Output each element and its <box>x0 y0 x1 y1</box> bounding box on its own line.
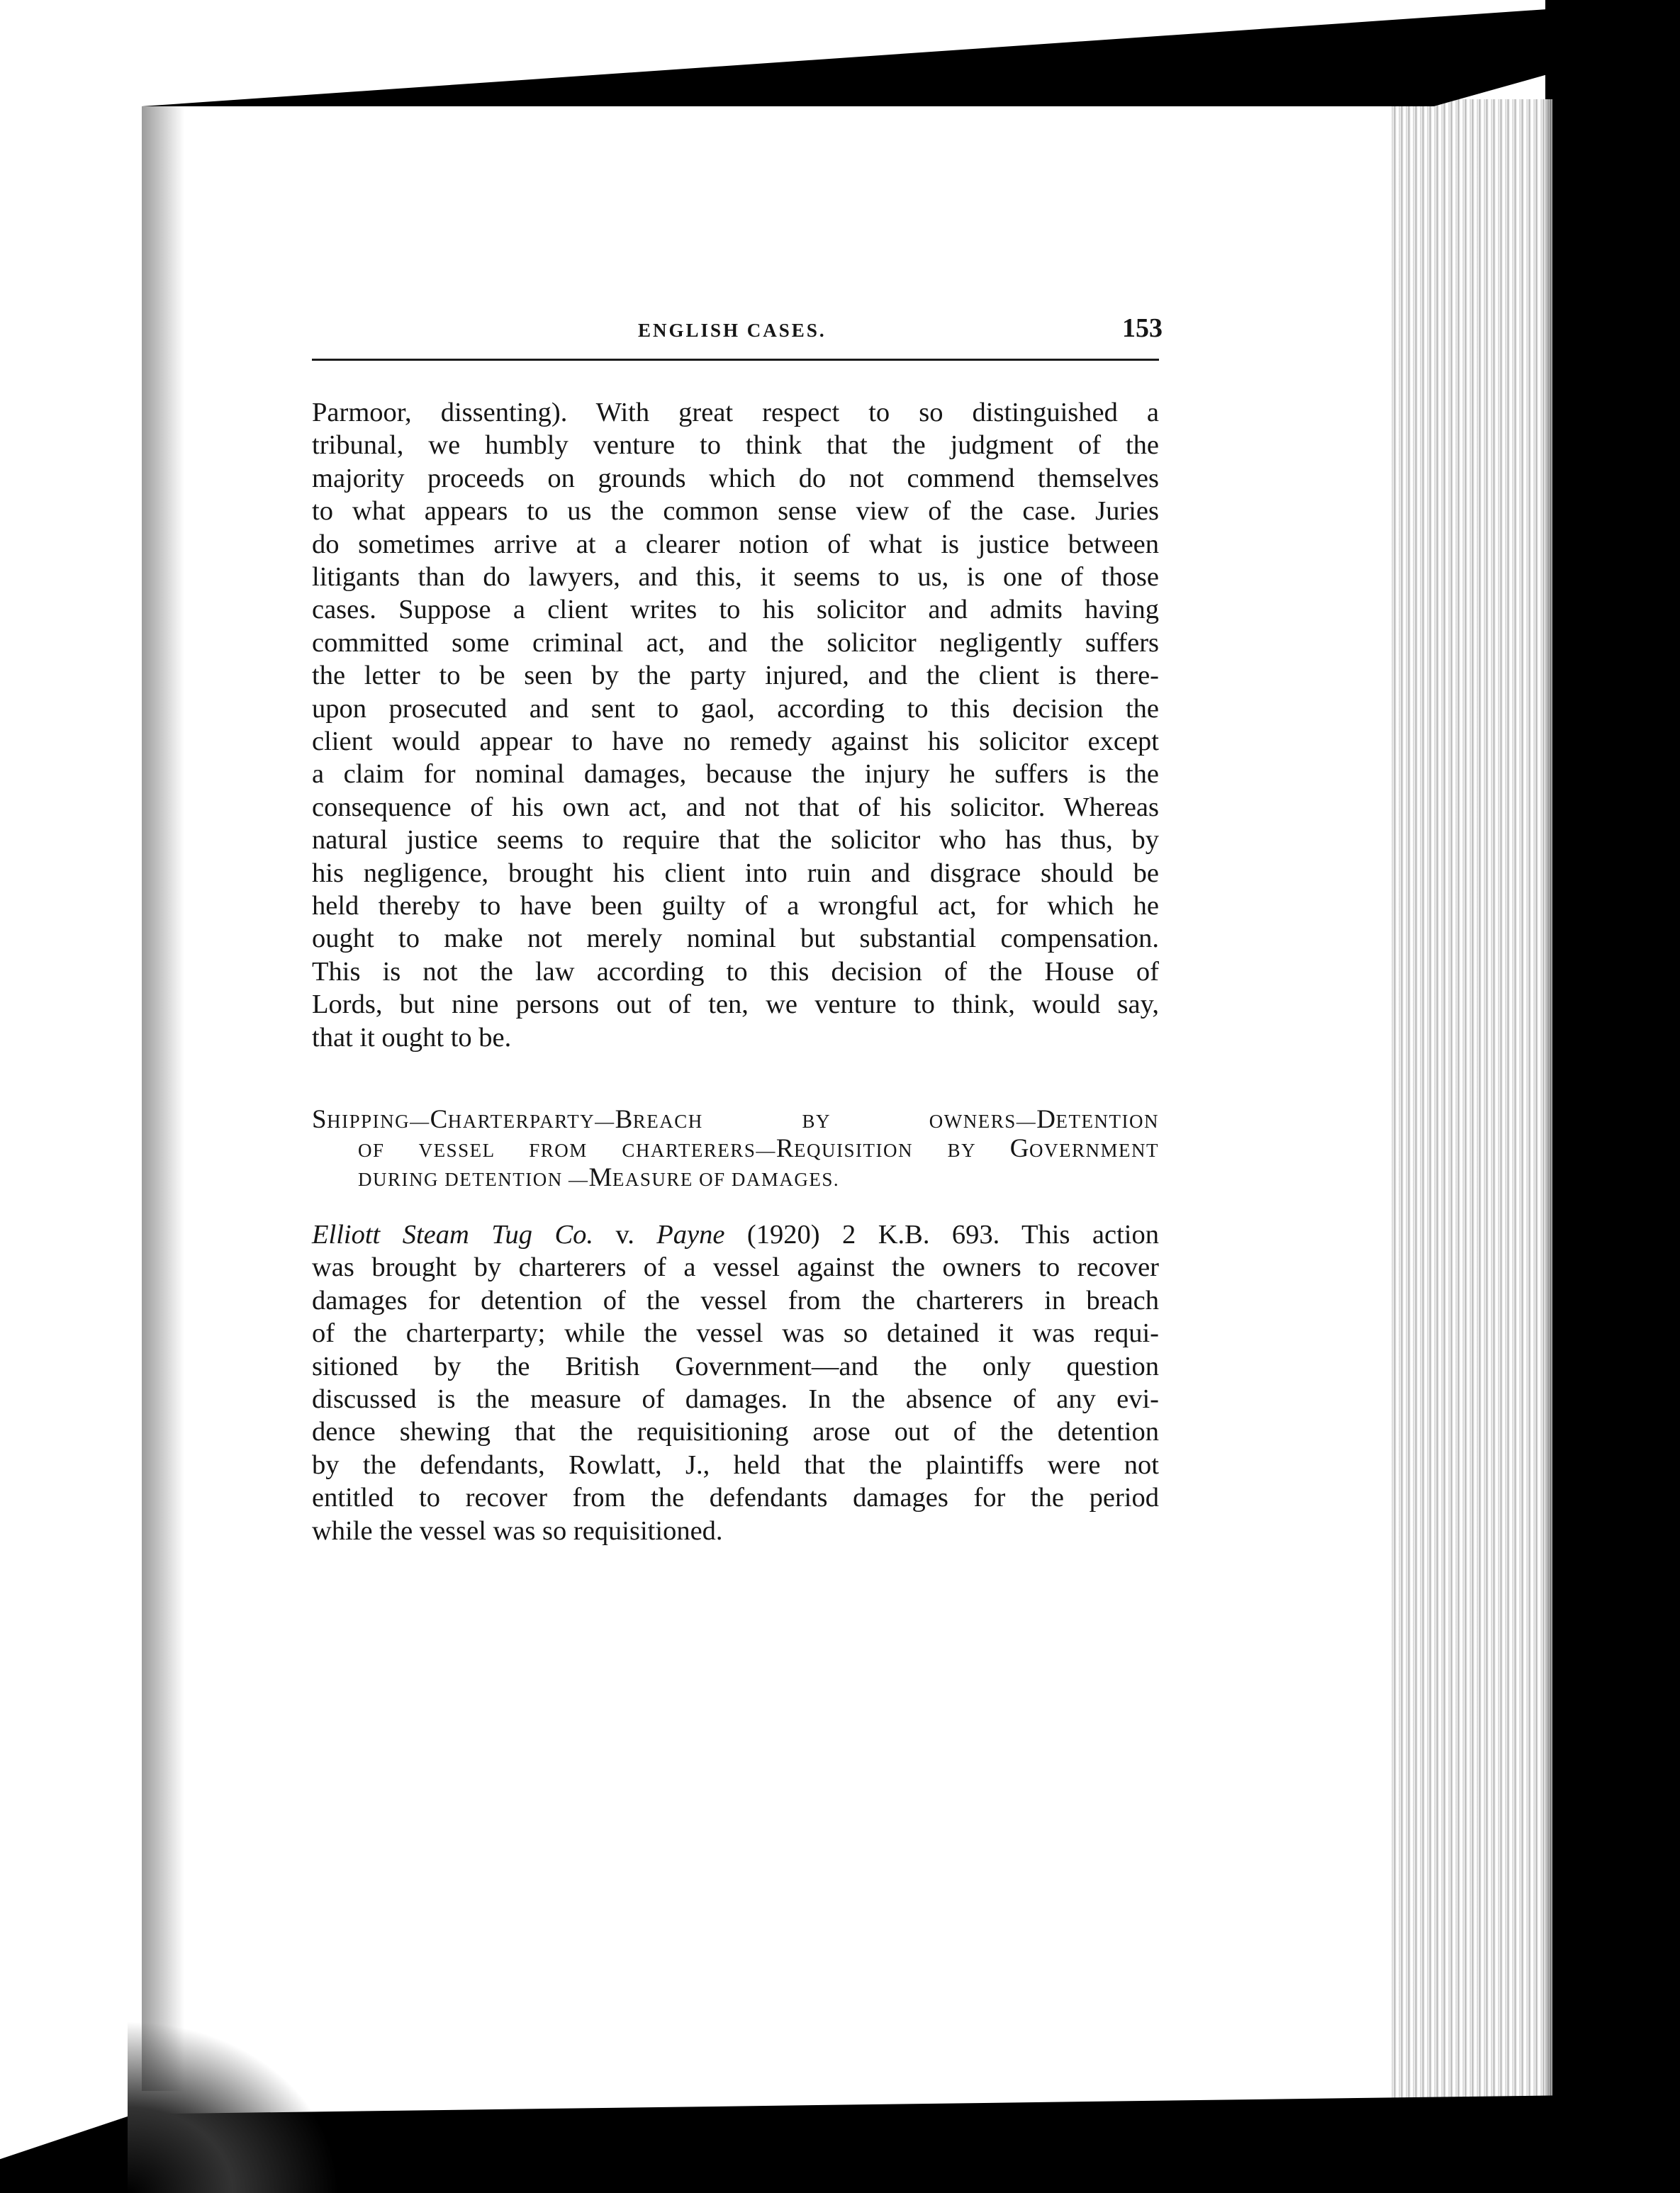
text-line: committed some criminal act, and the solicitor negligently suffers <box>312 628 1159 658</box>
heading-separator: — <box>410 1111 430 1132</box>
heading-line <box>312 1106 1159 1134</box>
scan-border-top <box>142 0 1680 106</box>
scan-corner-shadow <box>128 2020 340 2193</box>
text-line: Lords, but nine persons out of ten, we venture to think, would say, <box>312 989 1159 1019</box>
heading-separator: — <box>1016 1111 1037 1132</box>
page-header <box>312 308 1163 351</box>
heading-separator: — <box>568 1169 589 1190</box>
text-line: damages for detention of the vessel from the charterers in breach <box>312 1286 1159 1316</box>
heading-word: DURING DETENTION <box>358 1169 569 1190</box>
heading-word: ETENTION <box>1055 1111 1159 1132</box>
text-line: that it ought to be. <box>312 1023 512 1053</box>
heading-separator: — <box>595 1111 615 1132</box>
text-line: to what appears to us the common sense view of the case. Juries <box>312 496 1159 526</box>
heading-initial: B <box>615 1105 633 1134</box>
text-line: This is not the law according to this decision of the House of <box>312 957 1159 987</box>
text-line: a claim for nominal damages, because the injury he suffers is the <box>312 759 1159 789</box>
text-line: do sometimes arrive at a clearer notion of what is justice between <box>312 529 1159 559</box>
text-line: Parmoor, dissenting). With great respect to so distinguished a <box>312 398 1159 427</box>
text-line: discussed is the measure of damages. In the absence of any evi- <box>312 1384 1159 1414</box>
heading-initial: S <box>312 1105 327 1134</box>
text-line: while the vessel was so requisitioned. <box>312 1516 723 1546</box>
text-line: cases. Suppose a client writes to his solicitor and admits having <box>312 595 1159 624</box>
case-citation: (1920) 2 K.B. 693. <box>724 1220 1000 1250</box>
case-text-start: This action <box>1021 1220 1159 1250</box>
binding-shadow <box>142 106 184 2091</box>
text-line: litigants than do lawyers, and this, it seems to us, is one of those <box>312 562 1159 592</box>
text-line: the letter to be seen by the party injured, and the client is there- <box>312 661 1159 690</box>
heading-initial: C <box>430 1105 448 1134</box>
text-line: natural justice seems to require that the solicitor who has thus, by <box>312 825 1159 855</box>
heading-word: REACH BY OWNERS <box>632 1111 1017 1132</box>
heading-initial: M <box>588 1163 612 1192</box>
heading-word: EASURE OF DAMAGES. <box>612 1169 840 1190</box>
heading-line <box>358 1164 1159 1192</box>
text-line: client would appear to have no remedy against his solicitor except <box>312 727 1159 756</box>
book-page-edges <box>1389 99 1552 2155</box>
text-line: sitioned by the British Government—and the only question <box>312 1352 1159 1381</box>
text-line: was brought by charterers of a vessel against the owners to recover <box>312 1252 1159 1282</box>
text-line: consequence of his own act, and not that of his solicitor. Whereas <box>312 792 1159 822</box>
heading-word: OVERNMENT <box>1029 1140 1159 1161</box>
text-line: held thereby to have been guilty of a wrongful act, for which he <box>312 891 1159 921</box>
text-line: his negligence, brought his client into ruin and disgrace should be <box>312 858 1159 888</box>
text-line: tribunal, we humbly venture to think that the judgment of the <box>312 430 1159 460</box>
text-line: dence shewing that the requisitioning arose out of the detention <box>312 1417 1159 1447</box>
case-name-plaintiff: Elliott Steam Tug Co. <box>312 1220 594 1250</box>
heading-word: EQUISITION BY <box>794 1140 1010 1161</box>
heading-word: HARTERPARTY <box>447 1111 595 1132</box>
heading-initial: R <box>775 1134 795 1163</box>
scan-border-right <box>1545 0 1680 2193</box>
heading-separator: — <box>756 1140 776 1161</box>
header-rule <box>312 359 1159 361</box>
heading-initial: G <box>1009 1134 1029 1163</box>
text-line: by the defendants, Rowlatt, J., held that the plaintiffs were not <box>312 1450 1159 1480</box>
text-line: ought to make not merely nominal but substantial compensation. <box>312 924 1159 953</box>
running-head: ENGLISH CASES. <box>638 320 827 341</box>
heading-line <box>358 1135 1159 1163</box>
heading-word: HIPPING <box>327 1111 410 1132</box>
heading-initial: D <box>1036 1105 1056 1134</box>
text-line: majority proceeds on grounds which do not commend themselves <box>312 464 1159 493</box>
case-citation-line <box>312 1219 1159 1250</box>
page-number: 153 <box>1122 313 1163 343</box>
case-name-defendant: Payne <box>656 1220 725 1250</box>
case-versus: v. <box>593 1220 657 1250</box>
text-line: entitled to recover from the defendants damages for the period <box>312 1483 1159 1513</box>
text-line: of the charterparty; while the vessel was so detained it was requi- <box>312 1318 1159 1348</box>
heading-word: OF VESSEL FROM CHARTERERS <box>358 1140 756 1161</box>
text-line: upon prosecuted and sent to gaol, according to this decision the <box>312 694 1159 724</box>
